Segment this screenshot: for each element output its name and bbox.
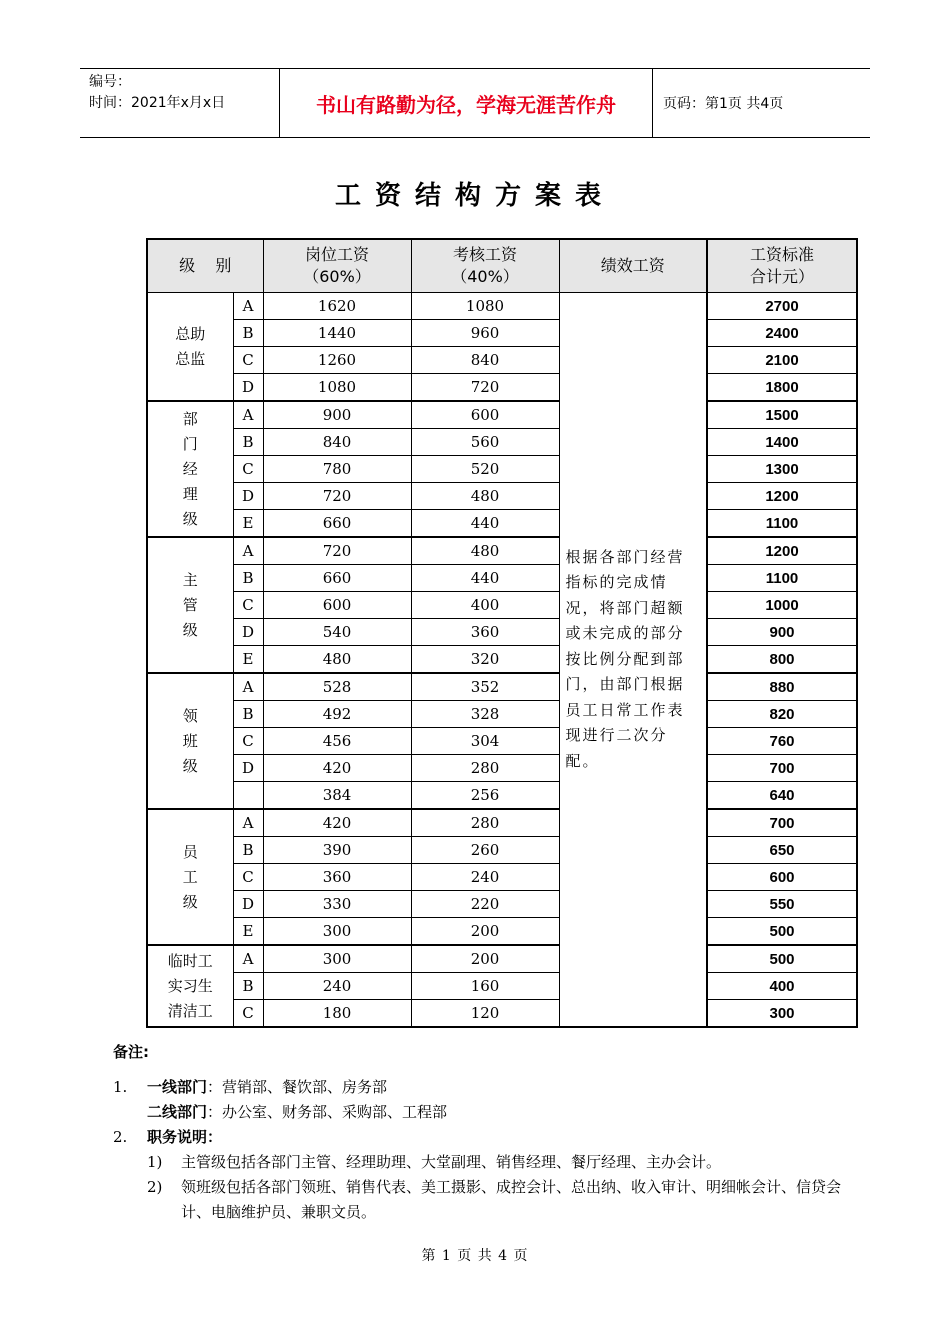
post-pay-cell: 528 <box>263 673 411 701</box>
line2-label: 二线部门 <box>147 1103 208 1121</box>
level-cell: E <box>233 918 263 946</box>
level-cell: D <box>233 483 263 510</box>
assess-pay-cell: 480 <box>411 483 559 510</box>
post-pay-cell: 300 <box>263 945 411 973</box>
total-cell: 1500 <box>707 401 857 429</box>
post-pay-cell: 660 <box>263 565 411 592</box>
header-total <box>707 239 857 293</box>
total-cell: 550 <box>707 891 857 918</box>
table-row <box>147 701 857 728</box>
header-assess-pay-label: 考核工资 <box>453 245 518 264</box>
header-assess-pay-pct: （40%） <box>451 267 519 286</box>
table-row <box>147 728 857 755</box>
table-row <box>147 347 857 374</box>
post-pay-cell: 900 <box>263 401 411 429</box>
table-header-row <box>147 239 857 293</box>
level-cell: A <box>233 673 263 701</box>
table-row <box>147 837 857 864</box>
post-pay-cell: 180 <box>263 1000 411 1028</box>
duty-sub-1 <box>113 1150 853 1175</box>
level-cell: C <box>233 728 263 755</box>
total-cell: 1400 <box>707 429 857 456</box>
level-cell: A <box>233 293 263 320</box>
level-cell: C <box>233 347 263 374</box>
note-item-1-line2 <box>113 1100 853 1125</box>
post-pay-cell: 540 <box>263 619 411 646</box>
level-cell: A <box>233 537 263 565</box>
table-row <box>147 619 857 646</box>
group-name: 临时工 实习生 清洁工 <box>147 945 233 1027</box>
total-cell: 820 <box>707 701 857 728</box>
header-total-label: 工资标准 <box>750 245 815 264</box>
notes-heading: 备注: <box>113 1043 149 1061</box>
post-pay-cell: 1440 <box>263 320 411 347</box>
total-cell: 600 <box>707 864 857 891</box>
header-post-pay-pct: （60%） <box>303 267 371 286</box>
post-pay-cell: 330 <box>263 891 411 918</box>
header-number: 编号： <box>89 74 131 90</box>
line2-text: ：办公室、财务部、采购部、工程部 <box>207 1103 448 1121</box>
table-row <box>147 864 857 891</box>
note-item-2-number: 2. <box>113 1128 128 1146</box>
table-row <box>147 973 857 1000</box>
page-footer: 第 1 页 共 4 页 <box>421 1248 529 1264</box>
assess-pay-cell: 360 <box>411 619 559 646</box>
assess-pay-cell: 320 <box>411 646 559 674</box>
level-cell <box>233 782 263 810</box>
table-row <box>147 945 857 973</box>
level-cell: A <box>233 945 263 973</box>
assess-pay-cell: 440 <box>411 565 559 592</box>
group-name: 总助 总监 <box>147 293 233 402</box>
table-row <box>147 1000 857 1028</box>
duty-sub-2 <box>113 1175 853 1225</box>
salary-table <box>146 238 858 1028</box>
header-level: 级 别 <box>147 239 263 293</box>
table-row <box>147 809 857 837</box>
total-cell: 2700 <box>707 293 857 320</box>
level-cell: C <box>233 592 263 619</box>
line1-text: ：营销部、餐饮部、房务部 <box>207 1078 388 1096</box>
post-pay-cell: 600 <box>263 592 411 619</box>
post-pay-cell: 480 <box>263 646 411 674</box>
total-cell: 1000 <box>707 592 857 619</box>
assess-pay-cell: 160 <box>411 973 559 1000</box>
table-row <box>147 293 857 320</box>
total-cell: 1300 <box>707 456 857 483</box>
post-pay-cell: 1260 <box>263 347 411 374</box>
total-cell: 640 <box>707 782 857 810</box>
level-cell: B <box>233 565 263 592</box>
level-cell: A <box>233 809 263 837</box>
level-cell: B <box>233 837 263 864</box>
assess-pay-cell: 220 <box>411 891 559 918</box>
assess-pay-cell: 840 <box>411 347 559 374</box>
post-pay-cell: 300 <box>263 918 411 946</box>
assess-pay-cell: 480 <box>411 537 559 565</box>
duty-colon: ： <box>207 1128 223 1146</box>
assess-pay-cell: 400 <box>411 592 559 619</box>
table-row <box>147 483 857 510</box>
table-row <box>147 673 857 701</box>
total-cell: 800 <box>707 646 857 674</box>
assess-pay-cell: 520 <box>411 456 559 483</box>
header-date: 时间：2021年x月x日 <box>89 95 226 111</box>
total-cell: 500 <box>707 918 857 946</box>
assess-pay-cell: 260 <box>411 837 559 864</box>
assess-pay-cell: 280 <box>411 755 559 782</box>
line1-label: 一线部门 <box>147 1078 208 1096</box>
total-cell: 1800 <box>707 374 857 402</box>
post-pay-cell: 1620 <box>263 293 411 320</box>
post-pay-cell: 420 <box>263 809 411 837</box>
duty-sub-1-number: 1) <box>147 1153 163 1171</box>
header-post-pay-label: 岗位工资 <box>305 245 370 264</box>
assess-pay-cell: 200 <box>411 918 559 946</box>
assess-pay-cell: 240 <box>411 864 559 891</box>
duty-sub-2-number: 2) <box>147 1178 163 1196</box>
group-name: 员 工 级 <box>147 809 233 945</box>
total-cell: 900 <box>707 619 857 646</box>
duty-sub-2-text: 领班级包括各部门领班、销售代表、美工摄影、成控会计、总出纳、收入审计、明细帐会计、信贷会计、电脑维护员、兼职文员。 <box>181 1178 842 1221</box>
header-post-pay <box>263 239 411 293</box>
total-cell: 1200 <box>707 537 857 565</box>
total-cell: 760 <box>707 728 857 755</box>
salary-table-body <box>147 293 857 1028</box>
assess-pay-cell: 1080 <box>411 293 559 320</box>
level-cell: D <box>233 891 263 918</box>
post-pay-cell: 660 <box>263 510 411 538</box>
note-item-2 <box>113 1125 853 1150</box>
table-row <box>147 646 857 674</box>
assess-pay-cell: 120 <box>411 1000 559 1028</box>
total-cell: 1200 <box>707 483 857 510</box>
total-cell: 700 <box>707 755 857 782</box>
level-cell: B <box>233 973 263 1000</box>
post-pay-cell: 780 <box>263 456 411 483</box>
assess-pay-cell: 960 <box>411 320 559 347</box>
level-cell: A <box>233 401 263 429</box>
table-row <box>147 374 857 402</box>
assess-pay-cell: 720 <box>411 374 559 402</box>
group-name: 领 班 级 <box>147 673 233 809</box>
table-row <box>147 537 857 565</box>
table-row <box>147 891 857 918</box>
assess-pay-cell: 280 <box>411 809 559 837</box>
total-cell: 880 <box>707 673 857 701</box>
post-pay-cell: 492 <box>263 701 411 728</box>
level-cell: C <box>233 864 263 891</box>
header-total-sub: 合计元） <box>750 267 815 286</box>
table-row <box>147 456 857 483</box>
total-cell: 2400 <box>707 320 857 347</box>
level-cell: D <box>233 619 263 646</box>
page-title: 工资结构方案表 <box>334 181 615 211</box>
header-motto: 书山有路勤为径，学海无涯苦作舟 <box>280 69 653 137</box>
post-pay-cell: 840 <box>263 429 411 456</box>
table-row <box>147 755 857 782</box>
group-name: 部 门 经 理 级 <box>147 401 233 537</box>
page-header <box>80 68 870 138</box>
total-cell: 1100 <box>707 510 857 538</box>
table-row <box>147 782 857 810</box>
post-pay-cell: 1080 <box>263 374 411 402</box>
performance-note: 根据各部门经营指标的完成情况，将部门超额或未完成的部分按比例分配到部门，由部门根据员工日常工作表现进行二次分配。 <box>559 293 707 1028</box>
level-cell: D <box>233 755 263 782</box>
duty-sub-1-text: 主管级包括各部门主管、经理助理、大堂副理、销售经理、餐厅经理、主办会计。 <box>181 1153 722 1171</box>
total-cell: 300 <box>707 1000 857 1028</box>
post-pay-cell: 420 <box>263 755 411 782</box>
post-pay-cell: 720 <box>263 483 411 510</box>
note-item-1 <box>113 1075 853 1100</box>
assess-pay-cell: 256 <box>411 782 559 810</box>
total-cell: 700 <box>707 809 857 837</box>
total-cell: 400 <box>707 973 857 1000</box>
level-cell: B <box>233 429 263 456</box>
level-cell: B <box>233 320 263 347</box>
group-name: 主 管 级 <box>147 537 233 673</box>
table-row <box>147 592 857 619</box>
level-cell: C <box>233 456 263 483</box>
table-row <box>147 565 857 592</box>
assess-pay-cell: 200 <box>411 945 559 973</box>
table-row <box>147 320 857 347</box>
header-perf-pay: 绩效工资 <box>559 239 707 293</box>
post-pay-cell: 390 <box>263 837 411 864</box>
level-cell: E <box>233 510 263 538</box>
note-item-1-number: 1. <box>113 1078 128 1096</box>
table-row <box>147 510 857 538</box>
total-cell: 500 <box>707 945 857 973</box>
post-pay-cell: 240 <box>263 973 411 1000</box>
assess-pay-cell: 328 <box>411 701 559 728</box>
header-meta <box>80 69 280 137</box>
level-cell: C <box>233 1000 263 1028</box>
level-cell: D <box>233 374 263 402</box>
assess-pay-cell: 560 <box>411 429 559 456</box>
header-assess-pay <box>411 239 559 293</box>
level-cell: E <box>233 646 263 674</box>
table-row <box>147 429 857 456</box>
assess-pay-cell: 352 <box>411 673 559 701</box>
assess-pay-cell: 600 <box>411 401 559 429</box>
table-row <box>147 918 857 946</box>
post-pay-cell: 720 <box>263 537 411 565</box>
duty-label: 职务说明 <box>147 1128 208 1146</box>
header-page-info: 页码：第1页 共4页 <box>663 96 784 112</box>
table-row <box>147 401 857 429</box>
assess-pay-cell: 304 <box>411 728 559 755</box>
assess-pay-cell: 440 <box>411 510 559 538</box>
notes-section <box>113 1040 853 1225</box>
total-cell: 2100 <box>707 347 857 374</box>
post-pay-cell: 384 <box>263 782 411 810</box>
total-cell: 1100 <box>707 565 857 592</box>
post-pay-cell: 360 <box>263 864 411 891</box>
post-pay-cell: 456 <box>263 728 411 755</box>
total-cell: 650 <box>707 837 857 864</box>
level-cell: B <box>233 701 263 728</box>
